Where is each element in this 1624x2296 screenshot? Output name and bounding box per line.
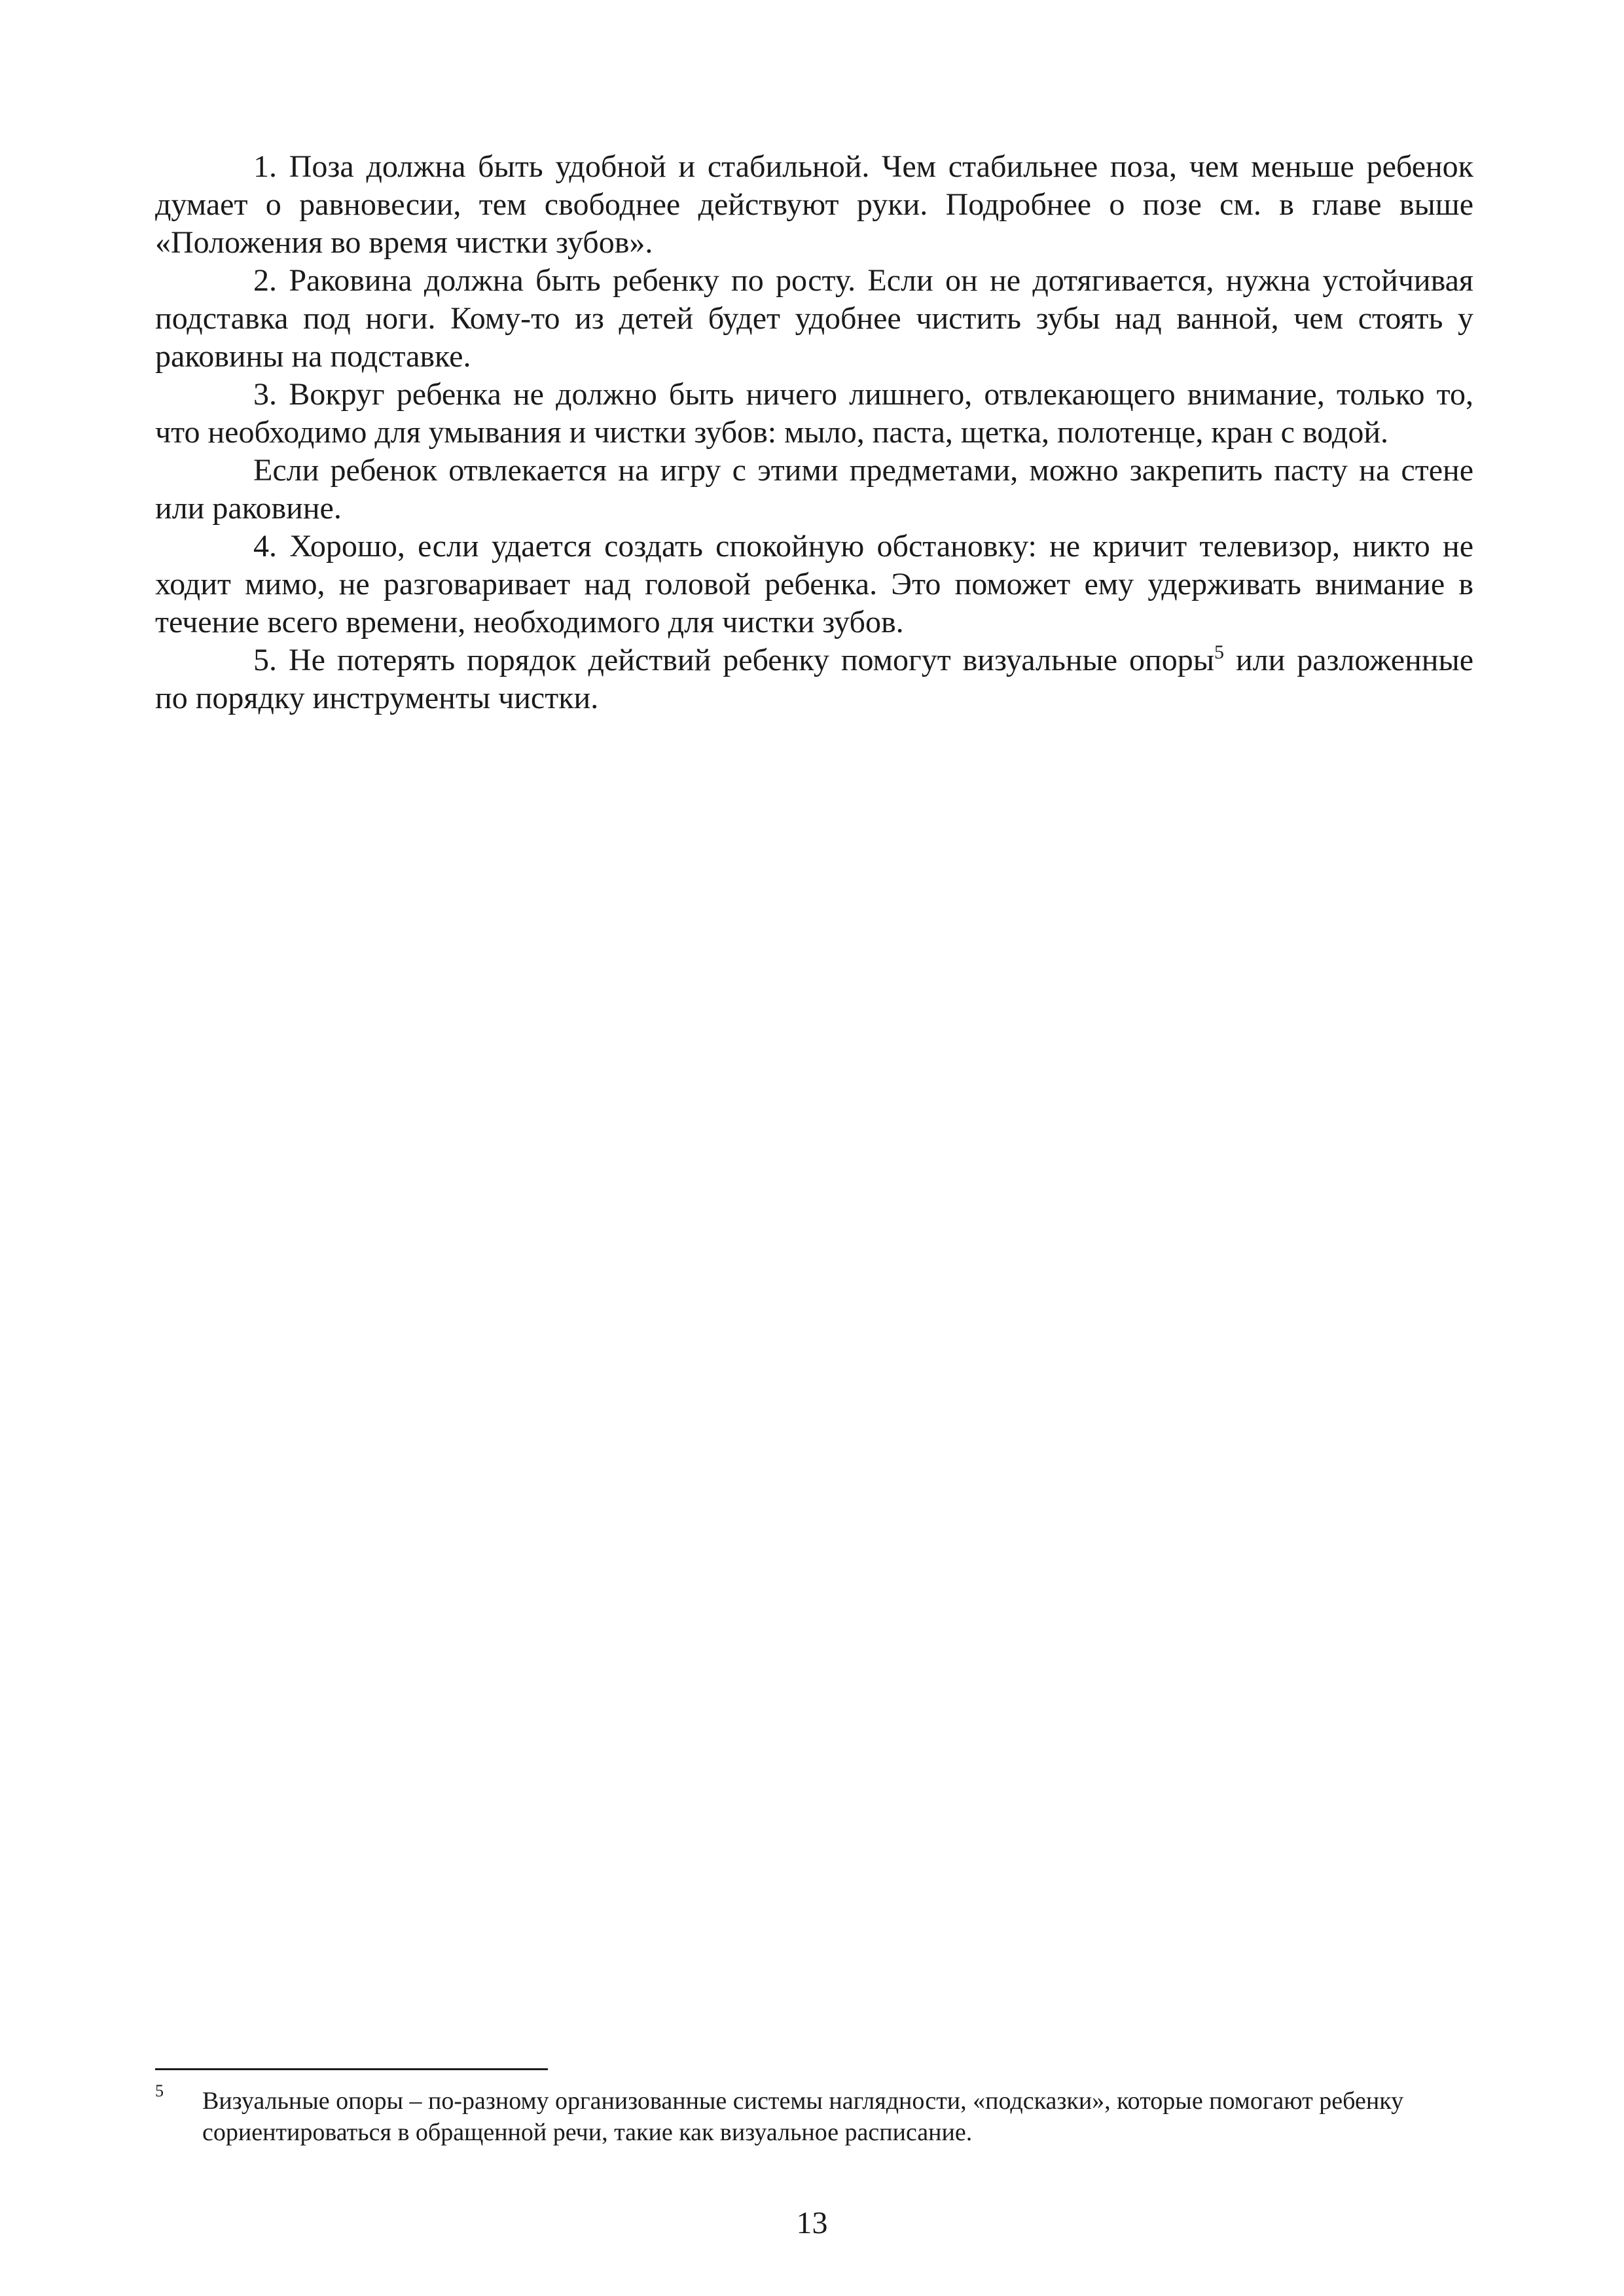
footnote-separator <box>155 2068 548 2070</box>
page-number: 13 <box>796 2206 828 2240</box>
body-text <box>155 148 1473 717</box>
paragraph-3: 3. Вокруг ребенка не должно быть ничего лишнего, отвлекающего внимание, только то, что необходимо для умывания и чистки зубов: мыло, паста, щетка, полотенце, кран с водой. <box>155 377 1473 450</box>
paragraph-5-text: 5. Не потерять порядок действий ребенку помогут визуальные опоры <box>253 643 1214 677</box>
paragraph-2: 2. Раковина должна быть ребенку по росту. Если он не дотягивается, нужна устойчивая подставка под ноги. Кому-то из детей будет удобнее чистить зубы над ванной, чем стоять у раковины на подставке. <box>155 263 1473 374</box>
footnote <box>155 2081 1473 2148</box>
footnote-text: Визуальные опоры – по-разному организованные системы наглядности, «подсказки», которые помогают ребенку сориентироваться в обращенной речи, такие как визуальное расписание. <box>202 2087 1404 2146</box>
paragraph-1: 1. Поза должна быть удобной и стабильной. Чем стабильнее поза, чем меньше ребенок думает о равновесии, тем свободнее действуют руки. Подробнее о позе см. в главе выше «Положения во время чистки зубов». <box>155 149 1473 260</box>
paragraph-5-text-continued: или разложенные по порядку инструменты чистки. <box>155 643 1474 715</box>
paragraph-5 <box>155 641 1473 717</box>
paragraph-3-continuation: Если ребенок отвлекается на игру с этими предметами, можно закрепить пасту на стене или раковине. <box>155 453 1473 526</box>
footnote-reference: 5 <box>1214 641 1224 663</box>
footnote-mark: 5 <box>155 2081 164 2100</box>
paragraph-4: 4. Хорошо, если удается создать спокойную обстановку: не кричит телевизор, никто не ходит мимо, не разговаривает над головой ребенка. Это поможет ему удерживать внимание в течение всего времени, необходимого для чистки зубов. <box>155 529 1473 639</box>
